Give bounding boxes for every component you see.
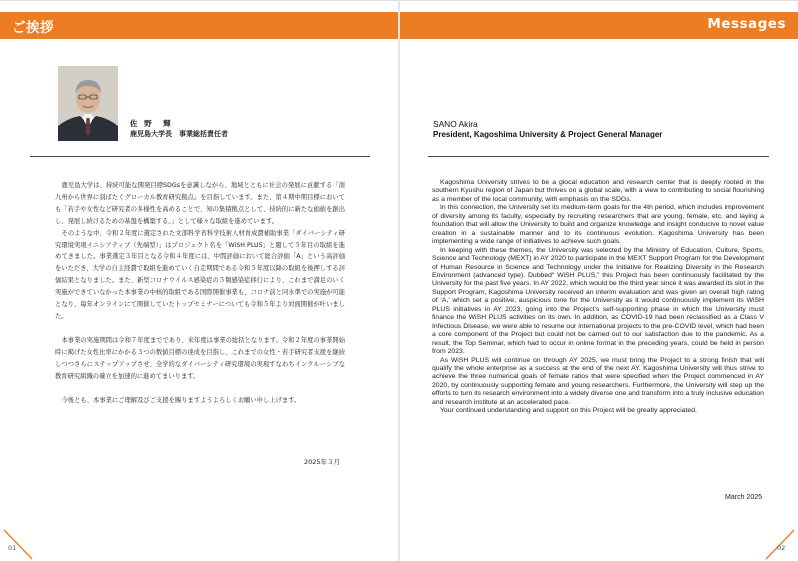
paragraph: In keeping with these themes, the University was selected by the Ministry of Education, Culture, Sports, Science and Technology (MEXT) in AY 2020 to participate in the MEXT Support Program for the Development of Human Resource in Science and Technology under the Initiative for Realizing Diversity in the Research Environment (advanced type). Dubbed“ WiSH PLUS,” this Project has been continuously facilitated by the University for the past five years. In AY 2022, which would be the third year since it was awarded its slot in the Support Program, Kagoshima University received an interim evaluation and was given an overall high rating of ‘A,’ which set a positive, auspicious tone for the University as it would continuously implement its WiSH PLUS initiatives in AY 2023, going into the Project’s self-supporting phase in which the University must finance the WiSH PLUS activities on its own. In addition, as COVID-19 had been reclassified as a Class V Infectious Disease, we were able to resume our international projects to the pre-COVID level, which had been a core component of the Project but could not be carried out to our satisfaction due to the pandemic. As a result, the Top Seminar, which had to occur in online format in the preceding years, could be held in person from 2023. <box>432 246 764 356</box>
divider-line-left <box>30 156 370 157</box>
date-jp: 2025年３月 <box>303 458 340 466</box>
header-bar <box>0 12 398 39</box>
message-body-jp <box>55 180 345 406</box>
header-bar <box>400 12 798 39</box>
top-border <box>400 0 798 1</box>
paragraph: In this connection, the University set its medium-term goals for the 4th period, which includes improvement of diversity among its faculty, especially by recruiting researchers that are young, female, etc. and laying a foundation that will allow the University to build and organize knowledge and insight conducive to novel value creation in a sustainable manner and to its continuous evolution. Kagoshima University has been implementing a wide range of initiatives to achieve such goals. <box>432 204 764 246</box>
author-name-jp: 佐 野 輝 <box>130 119 173 128</box>
date-en: March 2025 <box>725 494 762 501</box>
message-body-en <box>432 179 764 416</box>
paragraph: そのような中、令和２年度に選定された文部科学省科学技術人材育成費補助事業「ダイバーシティ研究環境実現イニシアティブ（先端型）」はプロジェクト名を「WiSH PLUS」と題して５年目の取組を進めてきました。事業選定３年目となる令和４年度には、中間評価において総合評価「A」という高評価をいただき、大学の自主経費で取組を進めていく自走期間である令和５年度以降の取組を後押しする評価結果となりました。また、新型コロナウイルス感染症の５類感染症移行により、これまで満足のいく実施ができていなかった本事業の中核的取組である国際開催事業も、コロナ前と同水準での実施が可能となり、毎年オンラインにて開催していたトップセミナーについても令和５年より対面開催が叶いました。 <box>55 229 345 320</box>
divider-line-right <box>428 156 769 157</box>
paragraph: Your continued understanding and support on this Project will be greatly appreciated. <box>440 407 697 415</box>
president-photo <box>58 66 118 141</box>
page-number-right: 02 <box>777 544 786 552</box>
top-border <box>0 0 398 1</box>
paragraph: 本事業の実施期間は令和７年度までであり、来年度は事業の総括となります。令和２年度の事業開始時に掲げた女性比率にかかる３つの数値目標の達成を目指し、これまでの女性・若手研究者支援を継続しつつさらにステップアップさせ、全学的なダイバーシティ研究環境の実現すなわちインクルーシブな教育研究組織の確立を加速的に進めてまいります。 <box>55 336 345 380</box>
author-title-en: President, Kagoshima University & Project General Manager <box>433 129 663 139</box>
author-block-jp <box>130 118 228 140</box>
author-title-jp: 鹿児島大学長 事業総括責任者 <box>130 130 228 138</box>
header-title: ご挨拶 <box>12 20 54 36</box>
left-page <box>0 0 398 561</box>
author-block-en <box>433 119 662 140</box>
corner-accent-left <box>0 528 34 561</box>
page-number-left: 01 <box>8 544 17 552</box>
paragraph: 鹿児島大学は、持続可能な開発目標SDGsを意識しながら、地域とともに社会の発展に貢献する「南九州から世界に羽ばたくグローカル教育研究拠点」を目指しています。また、第４期中期目標においても「若手や女性など研究者の多様性を高めることで、知の集積拠点として、持続的に新たな価値を創出し、発展し続けるための基盤を構築する。」として様々な取組を進めています。 <box>55 182 345 225</box>
paragraph: As WiSH PLUS will continue on through AY 2025, we must bring the Project to a strong finish that will qualify the whole enterprise as a success at the end of the next AY. Kagoshima University will thus strive to achieve the three numerical goals of female ratios that were specified when the Project commenced in AY 2020, by continuously supporting female and young researchers. Furthermore, the University will step up the efforts to turn its research environment into a widely diverse one and transform into a truly inclusive education and research institute at an accelerated pace. <box>432 356 764 406</box>
paragraph: 今後とも、本事業にご理解及びご支援を賜りますようよろしくお願い申し上げます。 <box>61 396 301 404</box>
header-title: Messages <box>707 16 786 32</box>
author-name-en: SANO Akira <box>433 119 478 129</box>
paragraph: Kagoshima University strives to be a glocal education and research center that is deeply rooted in the southern Kyushu region of Japan but thrives on a global scale, with a view to contributing to social flourishing as a member of the local community, with emphasis on the SDGs. <box>432 179 764 203</box>
